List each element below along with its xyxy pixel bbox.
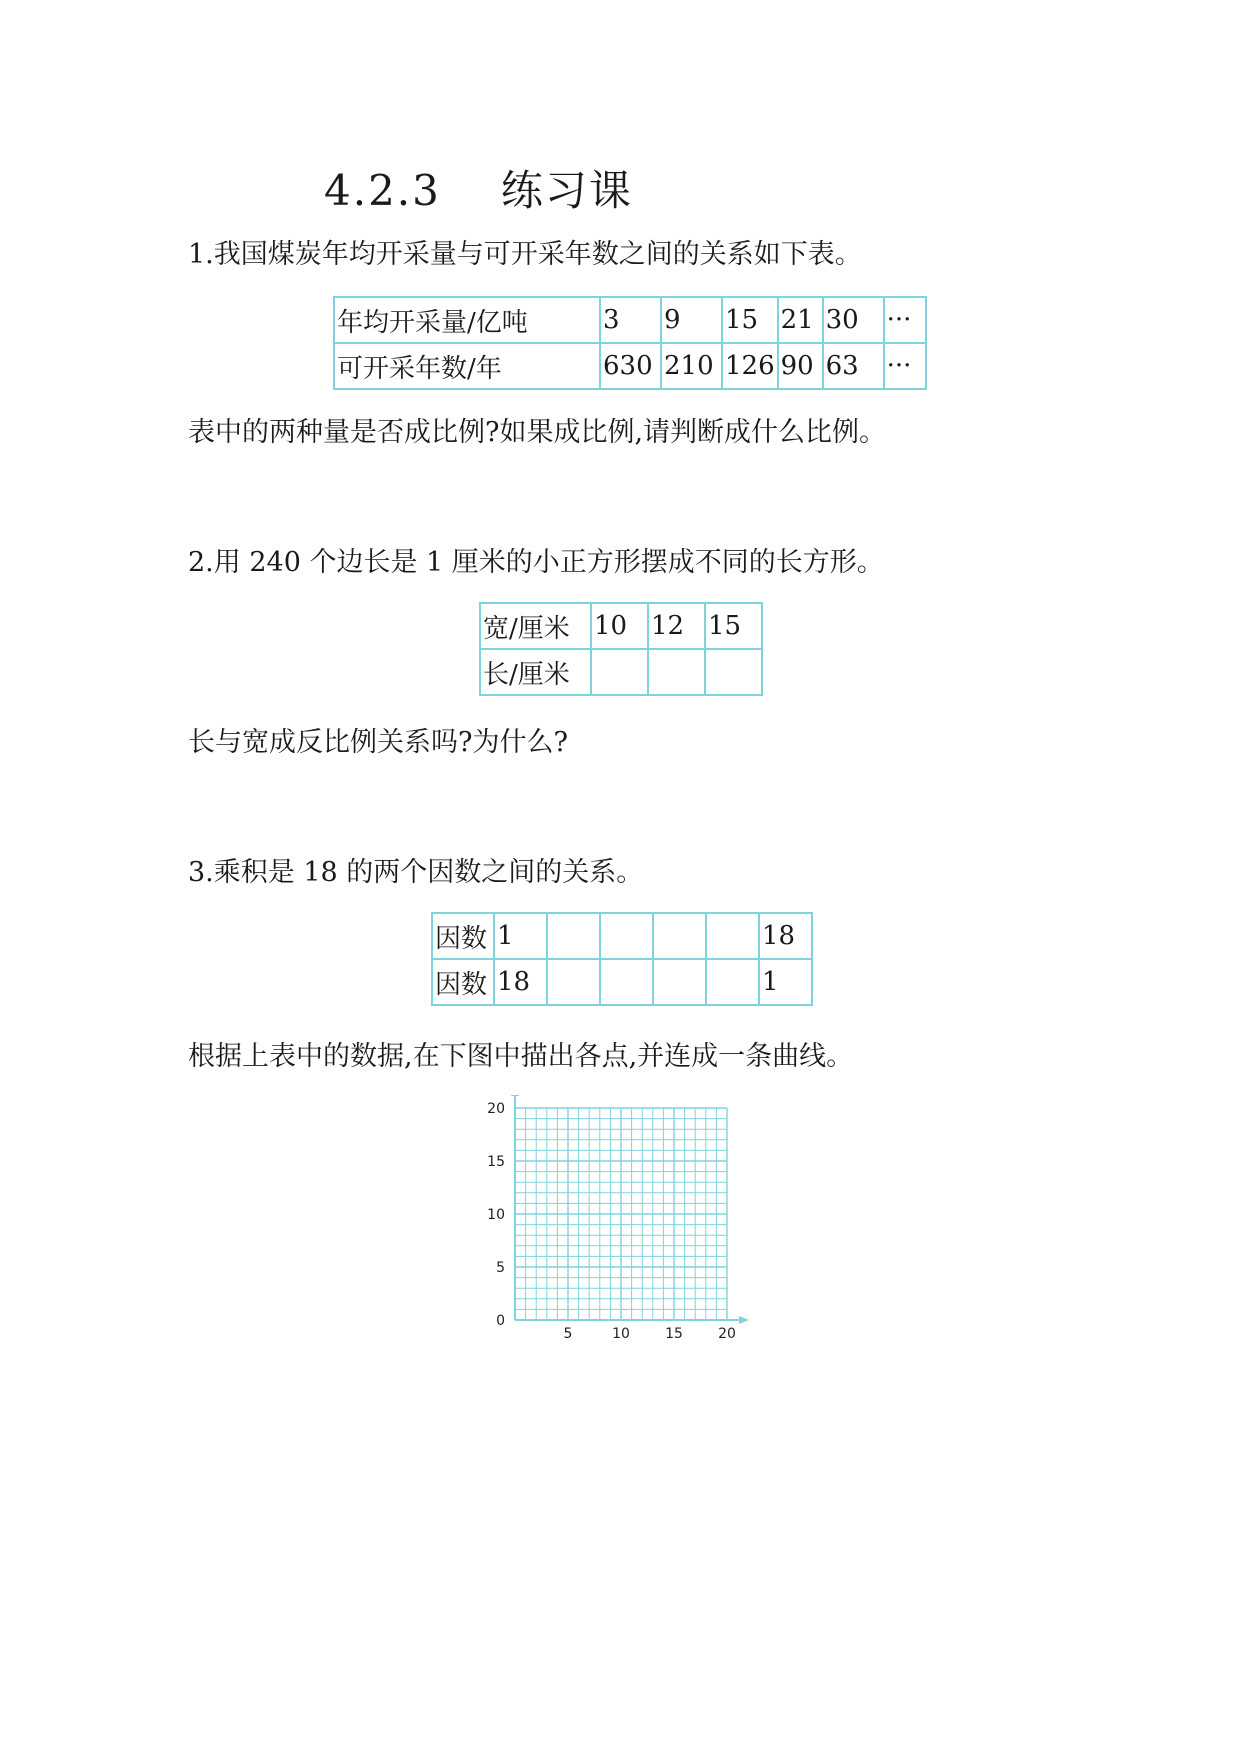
x-tick-label: 15 [665,1326,683,1342]
table-cell: 126 [722,343,778,389]
table-cell[interactable] [600,959,653,1005]
q1-table [333,296,927,390]
coordinate-grid-chart[interactable] [470,1095,750,1360]
table-cell: 63 [823,343,884,389]
q2-prompt: 2.用 240 个边长是 1 厘米的小正方形摆成不同的长方形。 [188,547,884,578]
table-cell: 1 [759,959,812,1005]
table-row [432,913,812,959]
q3-row2-label: 因数 [432,959,494,1005]
table-cell: 90 [778,343,823,389]
q2-row1-label: 宽/厘米 [480,603,591,649]
table-row [432,959,812,1005]
x-tick-label: 10 [612,1326,630,1342]
table-row [334,297,926,343]
table-cell[interactable] [547,913,600,959]
table-cell: 3 [600,297,661,343]
q1-prompt: 1.我国煤炭年均开采量与可开采年数之间的关系如下表。 [188,239,862,270]
table-cell[interactable] [653,959,706,1005]
q3-row1-label: 因数 [432,913,494,959]
table-cell[interactable] [705,649,762,695]
x-tick-label: 20 [718,1326,736,1342]
title-number: 4.2.3 [324,166,441,215]
tick-labels [487,1101,736,1342]
table-cell: 30 [823,297,884,343]
q2-table [479,602,763,696]
page-title [324,158,633,218]
q3-prompt: 3.乘积是 18 的两个因数之间的关系。 [188,857,644,888]
grid-lines [515,1108,727,1320]
y-tick-label: 20 [487,1101,505,1117]
y-tick-label: 15 [487,1154,505,1170]
table-cell: 210 [661,343,722,389]
table-cell: 1 [494,913,547,959]
q2-row2-label: 长/厘米 [480,649,591,695]
x-axis-arrow-icon [739,1316,749,1324]
table-cell: 15 [705,603,762,649]
q3-question: 根据上表中的数据,在下图中描出各点,并连成一条曲线。 [188,1041,854,1072]
table-cell: ··· [884,297,926,343]
y-tick-label: 0 [496,1313,505,1329]
table-cell[interactable] [653,913,706,959]
table-cell[interactable] [706,913,759,959]
table-cell[interactable] [547,959,600,1005]
table-row [334,343,926,389]
table-cell[interactable] [706,959,759,1005]
table-row [480,649,762,695]
table-cell: 18 [494,959,547,1005]
x-tick-label: 5 [563,1326,573,1342]
q3-table [431,912,813,1006]
table-cell: 12 [648,603,705,649]
table-cell: 21 [778,297,823,343]
y-axis-arrow-icon [511,1095,519,1096]
table-cell: 10 [591,603,648,649]
table-cell: 18 [759,913,812,959]
table-cell: 630 [600,343,661,389]
y-tick-label: 10 [487,1207,505,1223]
table-cell: 9 [661,297,722,343]
table-cell[interactable] [600,913,653,959]
table-cell: 15 [722,297,778,343]
q2-question: 长与宽成反比例关系吗?为什么? [188,727,568,758]
table-cell: ··· [884,343,926,389]
q1-row2-label: 可开采年数/年 [334,343,600,389]
y-tick-label: 5 [496,1260,505,1276]
q1-question: 表中的两种量是否成比例?如果成比例,请判断成什么比例。 [188,417,887,448]
table-cell[interactable] [591,649,648,695]
table-row [480,603,762,649]
q1-row1-label: 年均开采量/亿吨 [334,297,600,343]
table-cell[interactable] [648,649,705,695]
title-text: 练习课 [500,166,633,215]
